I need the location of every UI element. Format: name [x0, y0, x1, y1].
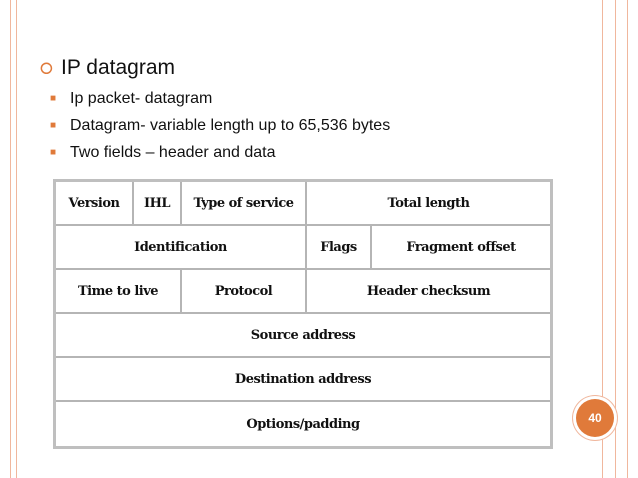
field-identification: Identification: [56, 226, 307, 270]
slide-title: IP datagram: [61, 56, 176, 79]
field-source-address: Source address: [56, 314, 550, 358]
bullet-level-2: [50, 117, 390, 135]
bullet-icon: ■: [50, 120, 57, 131]
field-header-checksum: Header checksum: [307, 270, 550, 314]
page-number-badge: 40: [576, 399, 614, 437]
field-flags: Flags: [307, 226, 372, 270]
header-row: [56, 182, 550, 226]
header-row: [56, 402, 550, 446]
bullet-level-1: [40, 56, 175, 80]
header-row: [56, 270, 550, 314]
bullet-text: Two fields – header and data: [70, 144, 276, 161]
bullet-icon: ■: [50, 93, 57, 104]
ip-header-table: [56, 182, 550, 446]
bullet-text: Ip packet- datagram: [70, 90, 213, 107]
bullet-icon: ■: [50, 147, 57, 158]
header-row: [56, 314, 550, 358]
field-options-padding: Options/padding: [246, 416, 360, 432]
ip-header-diagram: [53, 179, 553, 449]
bullet-level-2: [50, 144, 275, 162]
field-total-length: Total length: [307, 182, 550, 226]
field-protocol: Protocol: [182, 270, 307, 314]
header-row: [56, 226, 550, 270]
field-fragment-offset: Fragment offset: [372, 226, 550, 270]
header-row: [56, 358, 550, 402]
field-time-to-live: Time to live: [56, 270, 182, 314]
field-ihl: IHL: [134, 182, 182, 226]
field-version: Version: [56, 182, 134, 226]
field-type-of-service: Type of service: [182, 182, 307, 226]
left-border-decoration: [10, 0, 17, 478]
bullet-text: Datagram- variable length up to 65,536 bytes: [70, 117, 391, 134]
bullet-level-2: [50, 90, 212, 108]
field-destination-address: Destination address: [56, 358, 550, 402]
bullet-icon: ⭘: [40, 61, 53, 78]
